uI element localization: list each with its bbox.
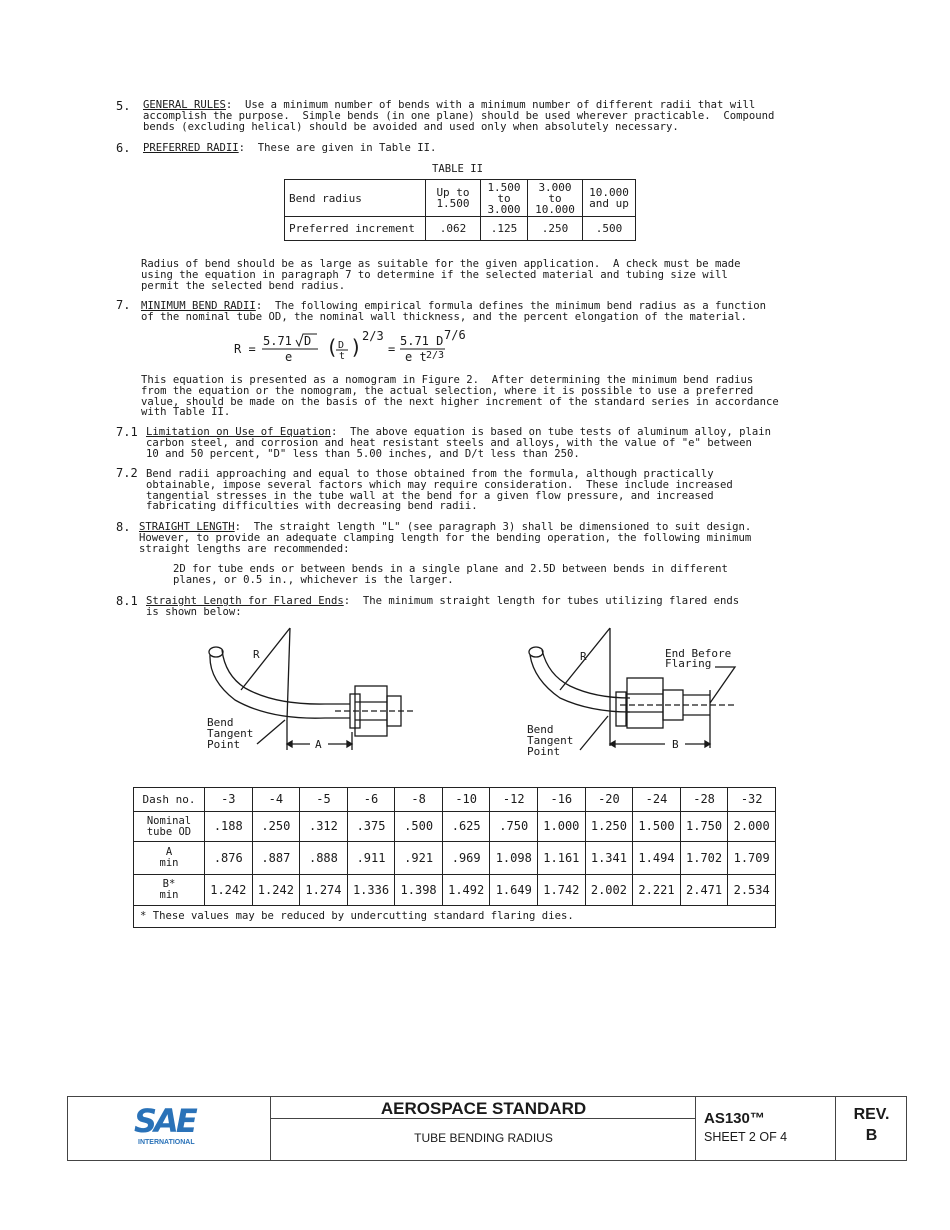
table-cell: 2.221 — [633, 875, 681, 906]
table-cell: .625 — [442, 812, 490, 842]
table-cell: .250 — [528, 217, 583, 241]
table-cell: .969 — [442, 842, 490, 875]
section-7-2-text — [146, 469, 733, 512]
text-line: planes, or 0.5 in., whichever is the larger. — [173, 573, 454, 586]
table-cell: 2.000 — [728, 812, 776, 842]
section-number: 8. — [116, 520, 131, 534]
table-cell: 1.709 — [728, 842, 776, 875]
table-cell: 1.750 — [680, 812, 728, 842]
text-line: 2D for tube ends or between bends in a single plane and 2.5D between bends in different — [173, 563, 728, 575]
table-cell: 1.398 — [395, 875, 443, 906]
section-8-text — [139, 522, 751, 554]
revision-label: REV. — [853, 1106, 890, 1123]
section-5-text — [143, 100, 774, 132]
table-cell: 1.250 — [585, 812, 633, 842]
table-cell: -5 — [300, 788, 348, 812]
table-cell: .921 — [395, 842, 443, 875]
section-6-text — [143, 143, 436, 154]
section-number: 6. — [116, 141, 131, 155]
text-line: : The straight length "L" (see paragraph 3) shall be dimensioned to suit design. — [234, 521, 752, 533]
table-cell: 1.742 — [538, 875, 586, 906]
section-heading: Limitation on Use of Equation — [146, 426, 331, 438]
sae-logo — [68, 1097, 270, 1160]
document-number: AS130™ — [704, 1110, 765, 1127]
formula-equals: = — [388, 342, 396, 356]
section-heading: Straight Length for Flared Ends — [146, 595, 344, 607]
row-label: Nominal tube OD — [134, 812, 205, 842]
table-cell: -12 — [490, 788, 538, 812]
row-label: B* min — [134, 875, 205, 906]
table-cell: .887 — [252, 842, 300, 875]
section-number: 7.2 — [116, 466, 138, 480]
table-cell: -8 — [395, 788, 443, 812]
revision-value: B — [865, 1127, 878, 1144]
text-line: using the equation in paragraph 7 to determine if the selected material and tubing size will — [141, 268, 728, 281]
section-number: 5. — [116, 99, 131, 113]
formula-r: R = — [234, 342, 256, 356]
text-line: with Table II. — [141, 406, 231, 419]
table-cell: 1.242 — [252, 875, 300, 906]
table-cell: -4 — [252, 788, 300, 812]
formula-denominator: e — [285, 350, 293, 364]
section-heading: MINIMUM BEND RADII — [141, 300, 256, 312]
text-line: : The minimum straight length for tubes utilizing flared ends — [343, 595, 740, 607]
paren: ) — [350, 335, 363, 359]
text-line: 10 and 50 percent, "D" less than 5.00 inches, and D/t less than 250. — [146, 447, 580, 460]
label-end-before: End Before — [665, 647, 732, 660]
table-cell: 1.494 — [633, 842, 681, 875]
section-7-text — [141, 301, 766, 323]
text-line: accomplish the purpose. Simple bends (in one plane) should be used wherever practicable. Compound — [143, 109, 775, 122]
text-line: permit the selected bend radius. — [141, 279, 346, 292]
formula-frac-t: t — [339, 351, 346, 362]
table-cell: 2.534 — [728, 875, 776, 906]
formula-denominator-exponent: 2/3 — [426, 350, 445, 361]
formula-frac-d: D — [338, 340, 345, 351]
label-tangent: Tangent — [527, 734, 574, 747]
table-cell: 3.000 to 10.000 — [528, 180, 583, 217]
text-line: : These are given in Table II. — [238, 142, 437, 154]
document-number-cell — [695, 1097, 836, 1160]
flared-end-figure-a — [195, 620, 420, 760]
formula-numerator: 5.71 — [263, 334, 292, 348]
row-label: A min — [134, 842, 205, 875]
table-cell: -32 — [728, 788, 776, 812]
table-cell: .312 — [300, 812, 348, 842]
table-2 — [284, 179, 636, 241]
section-number: 7.1 — [116, 425, 138, 439]
table-cell: -3 — [205, 788, 253, 812]
table-cell: Bend radius — [285, 180, 426, 217]
row-label: Dash no. — [134, 788, 205, 812]
table-cell: 1.702 — [680, 842, 728, 875]
sae-logo-subtitle: INTERNATIONAL — [138, 1139, 195, 1146]
section-number: 8.1 — [116, 594, 138, 608]
table-cell: 1.500 — [633, 812, 681, 842]
text-line: tangential stresses in the tube wall at the bend for a given flow pressure, and increased — [146, 489, 714, 502]
label-bend: Bend — [527, 723, 554, 736]
label-tangent: Tangent — [207, 727, 254, 740]
table-cell: .911 — [347, 842, 395, 875]
table-cell: .062 — [426, 217, 481, 241]
formula-denominator-2: e t — [405, 350, 427, 364]
label-a: A — [315, 738, 322, 751]
table-cell: Preferred increment — [285, 217, 426, 241]
flared-end-figure-b — [520, 620, 745, 760]
label-bend: Bend — [207, 716, 234, 729]
text-line: This equation is presented as a nomogram in Figure 2. After determining the minimum bend radius — [141, 374, 754, 386]
section-8-indent — [173, 564, 728, 586]
formula-exponent-2: 7/6 — [444, 328, 466, 342]
section-7-1-text — [146, 427, 771, 459]
text-line: value, should be made on the basis of the next higher increment of the standard series in accordance — [141, 395, 779, 408]
table-cell: 1.492 — [442, 875, 490, 906]
formula-exponent: 2/3 — [362, 329, 384, 343]
text-line: from the equation or the nomogram, the actual selection, where it is possible to use a preferred — [141, 384, 754, 397]
formula-sqrt-d: D — [304, 334, 312, 348]
title-cell — [270, 1097, 696, 1160]
table-2-title: TABLE II — [432, 163, 484, 175]
table-cell: 1.649 — [490, 875, 538, 906]
text-line: Radius of bend should be as large as suitable for the given application. A check must be made — [141, 258, 741, 270]
table-cell: -16 — [538, 788, 586, 812]
text-line: is shown below: — [146, 605, 242, 618]
table-cell: 1.274 — [300, 875, 348, 906]
revision-cell — [835, 1097, 907, 1160]
text-line: carbon steel, and corrosion and heat resistant steels and alloys, with the value of "e" between — [146, 436, 752, 449]
table-cell: .125 — [481, 217, 528, 241]
text-line: bends (excluding helical) should be avoided and used only when absolutely necessary. — [143, 120, 679, 133]
text-line: : Use a minimum number of bends with a minimum number of different radii that will — [225, 99, 756, 111]
table-cell: -10 — [442, 788, 490, 812]
paren: ( — [326, 335, 339, 359]
label-b: B — [672, 738, 679, 751]
text-line: Bend radii approaching and equal to those obtained from the formula, although practically — [146, 468, 714, 480]
text-line: straight lengths are recommended: — [139, 542, 350, 555]
sae-logo-mark: SAE — [134, 1102, 195, 1140]
table-cell: .750 — [490, 812, 538, 842]
section-8-1-text — [146, 596, 739, 618]
flared-end-table — [133, 787, 776, 928]
table-cell: 2.471 — [680, 875, 728, 906]
label-flaring: Flaring — [665, 657, 712, 670]
text-line: obtainable, impose several factors which may require consideration. These include increased — [146, 478, 733, 491]
text-line: fabricating difficulties with decreasing bend radii. — [146, 500, 478, 513]
table-cell: .500 — [583, 217, 636, 241]
footer-title-block — [67, 1096, 907, 1161]
table-cell: .188 — [205, 812, 253, 842]
table-cell: 1.500 to 3.000 — [481, 180, 528, 217]
table-cell: 10.000 and up — [583, 180, 636, 217]
table-cell: 1.336 — [347, 875, 395, 906]
text-line: : The following empirical formula defines the minimum bend radius as a function — [255, 300, 767, 312]
table-cell: .250 — [252, 812, 300, 842]
text-line: However, to provide an adequate clamping length for the bending operation, the following minimum — [139, 531, 752, 544]
table-cell: 2.002 — [585, 875, 633, 906]
label-point: Point — [527, 745, 561, 758]
section-number: 7. — [116, 298, 131, 312]
table-cell: -28 — [680, 788, 728, 812]
section-7-paragraph — [141, 375, 779, 418]
table-cell: 1.000 — [538, 812, 586, 842]
table-cell: .888 — [300, 842, 348, 875]
table-footnote: * These values may be reduced by undercutting standard flaring dies. — [134, 906, 776, 928]
text-line: : The above equation is based on tube tests of aluminum alloy, plain — [330, 426, 772, 438]
section-6-paragraph — [141, 259, 741, 291]
table-cell: -20 — [585, 788, 633, 812]
formula-numerator-2: 5.71 D — [400, 334, 444, 348]
table-cell: .876 — [205, 842, 253, 875]
table-cell: -24 — [633, 788, 681, 812]
label-r: R — [253, 648, 260, 661]
table-cell: 1.341 — [585, 842, 633, 875]
document-title: TUBE BENDING RADIUS — [414, 1131, 553, 1145]
table-cell: 1.242 — [205, 875, 253, 906]
table-cell: 1.098 — [490, 842, 538, 875]
bend-radius-formula — [230, 328, 470, 370]
document-category: AEROSPACE STANDARD — [380, 1099, 587, 1118]
table-cell: Up to 1.500 — [426, 180, 481, 217]
table-cell: .500 — [395, 812, 443, 842]
table-cell: .375 — [347, 812, 395, 842]
section-heading: STRAIGHT LENGTH — [139, 521, 235, 533]
table-cell: 1.161 — [538, 842, 586, 875]
label-point: Point — [207, 738, 241, 751]
label-r: R — [580, 650, 587, 663]
sheet-number: SHEET 2 OF 4 — [704, 1130, 788, 1144]
section-heading: GENERAL RULES — [143, 99, 226, 111]
text-line: of the nominal tube OD, the nominal wall thickness, and the percent elongation of the material. — [141, 310, 747, 323]
section-heading: PREFERRED RADII — [143, 142, 239, 154]
table-cell: -6 — [347, 788, 395, 812]
